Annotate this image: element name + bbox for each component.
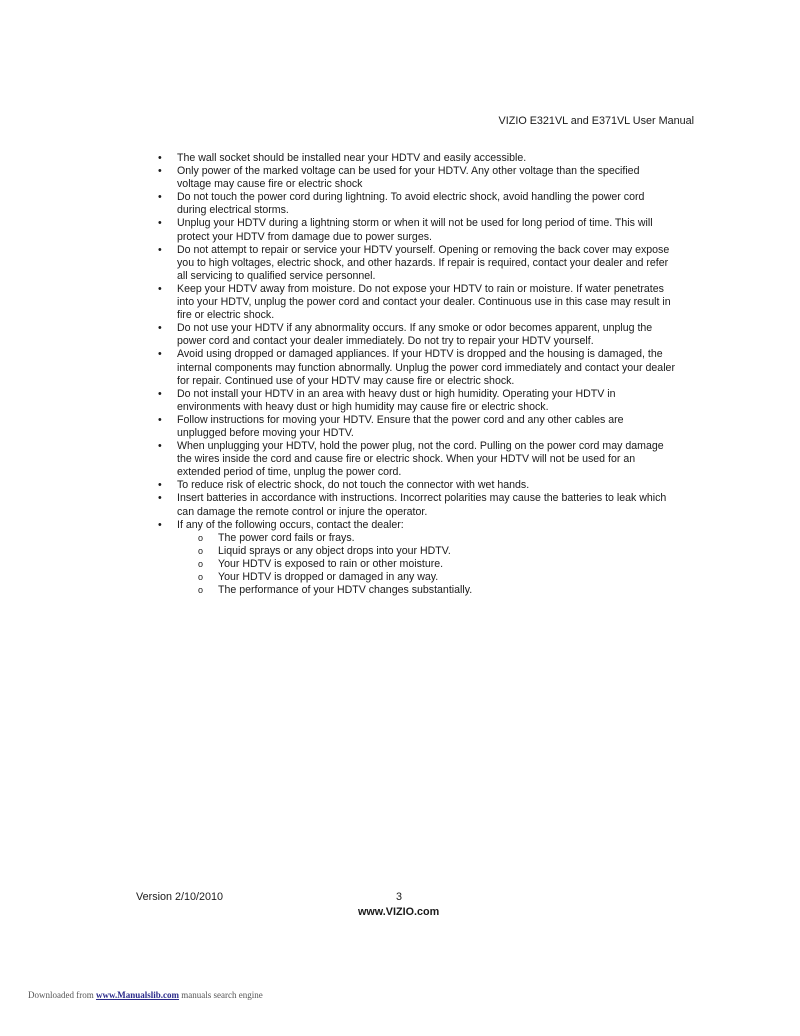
bullet-icon: • [158, 413, 162, 426]
bullet-icon: • [158, 492, 162, 505]
list-item-text: Do not use your HDTV if any abnormality occurs. If any smoke or odor becomes apparent, unplug the power cord and contact your dealer immediately. Do not try to repair your HDTV yourself. [177, 322, 653, 348]
list-item-text: Do not attempt to repair or service your HDTV yourself. Opening or removing the back cover may expose you to high voltages, electric shock, and other hazards. If repair is required, contact your dealer and refer all servicing to qualified service personnel. [177, 243, 670, 282]
bullet-icon: • [158, 387, 162, 400]
list-item [155, 348, 675, 387]
list-item-text: Keep your HDTV away from moisture. Do not expose your HDTV to rain or moisture. If water penetrates into your HDTV, unplug the power cord and contact your dealer. Continuous use in this case may result in fire or electric shock. [177, 282, 671, 322]
list-item [155, 388, 675, 414]
list-item [155, 414, 675, 440]
list-item-text: If any of the following occurs, contact the dealer: [177, 518, 404, 531]
hollow-bullet-icon: o [198, 585, 204, 596]
list-item [155, 322, 675, 348]
list-item-text: The wall socket should be installed near your HDTV and easily accessible. [177, 152, 527, 164]
hollow-bullet-icon: o [198, 572, 204, 582]
list-item [155, 165, 675, 191]
list-item [155, 492, 675, 518]
download-note-suffix: manuals search engine [179, 990, 263, 1000]
download-note-prefix: Downloaded from [28, 990, 96, 1000]
page-number: 3 [396, 891, 403, 903]
bullet-icon: • [158, 348, 162, 361]
list-item [155, 283, 675, 322]
bullet-icon: • [158, 440, 162, 453]
list-item [155, 519, 675, 598]
bullet-icon: • [158, 165, 162, 178]
bullet-icon: • [158, 243, 162, 256]
list-item [155, 479, 675, 492]
sub-list-item [177, 545, 675, 558]
list-item-text: Do not touch the power cord during lightning. To avoid electric shock, avoid handling the power cord during electrical storms. [177, 191, 645, 217]
sub-list-item-text: The power cord fails or frays. [218, 531, 355, 544]
list-item [155, 191, 675, 217]
footer-url: www.VIZIO.com [358, 906, 440, 918]
sub-list-item-text: Liquid sprays or any object drops into your HDTV. [218, 544, 451, 557]
list-item [155, 217, 675, 243]
sub-list-item-text: The performance of your HDTV changes substantially. [218, 584, 473, 597]
list-item-text: Insert batteries in accordance with instructions. Incorrect polarities may cause the batteries to leak which can damage the remote control or injure the operator. [177, 492, 667, 518]
bullet-icon: • [158, 152, 162, 164]
sub-list-item [177, 558, 675, 571]
bullet-icon: • [158, 518, 162, 531]
list-item-text: Do not install your HDTV in an area with heavy dust or high humidity. Operating your HDTV in environments with heavy dust or high humidity may cause fire or electric shock. [177, 387, 616, 413]
list-item-text: Unplug your HDTV during a lightning storm or when it will not be used for long period of time. This will protect your HDTV from damage due to power surges. [177, 217, 653, 243]
hollow-bullet-icon: o [198, 532, 204, 543]
list-item-text: When unplugging your HDTV, hold the power plug, not the cord. Pulling on the power cord may damage the wires inside the cord and cause fire or electric shock. When your HDTV will not be used for an extended period of time, unplug the power cord. [177, 440, 664, 479]
download-note [28, 990, 263, 1000]
list-item [155, 244, 675, 283]
hollow-bullet-icon: o [198, 558, 204, 569]
bullet-icon: • [158, 479, 162, 492]
bullet-icon: • [158, 282, 162, 295]
list-item-text: Avoid using dropped or damaged appliances. If your HDTV is dropped and the housing is damaged, the internal components may function abnormally. Unplug the power cord immediately and contact your dealer for repair. Continued use of your HDTV may cause fire or electric shock. [177, 348, 675, 387]
sub-list-item [177, 571, 675, 584]
sub-list-item-text: Your HDTV is exposed to rain or other moisture. [218, 557, 444, 570]
sub-list-item [177, 584, 675, 597]
list-item [155, 152, 675, 165]
manualslib-link[interactable]: www.Manualslib.com [95, 990, 179, 1000]
list-item-text: Follow instructions for moving your HDTV. Ensure that the power cord and any other cables are unplugged before moving your HDTV. [177, 413, 624, 439]
dealer-conditions-sublist [177, 532, 675, 597]
list-item [155, 440, 675, 479]
list-item-text: To reduce risk of electric shock, do not touch the connector with wet hands. [177, 479, 530, 492]
bullet-icon: • [158, 322, 162, 335]
list-item-text: Only power of the marked voltage can be used for your HDTV. Any other voltage than the specified voltage may cause fire or electric shock [177, 165, 640, 191]
sub-list-item [177, 532, 675, 545]
safety-list [155, 152, 675, 597]
footer-version: Version 2/10/2010 [136, 891, 224, 903]
bullet-icon: • [158, 191, 162, 204]
bullet-icon: • [158, 217, 162, 230]
sub-list-item-text: Your HDTV is dropped or damaged in any way. [218, 571, 439, 583]
hollow-bullet-icon: o [198, 545, 204, 556]
document-header: VIZIO E321VL and E371VL User Manual [498, 115, 694, 127]
